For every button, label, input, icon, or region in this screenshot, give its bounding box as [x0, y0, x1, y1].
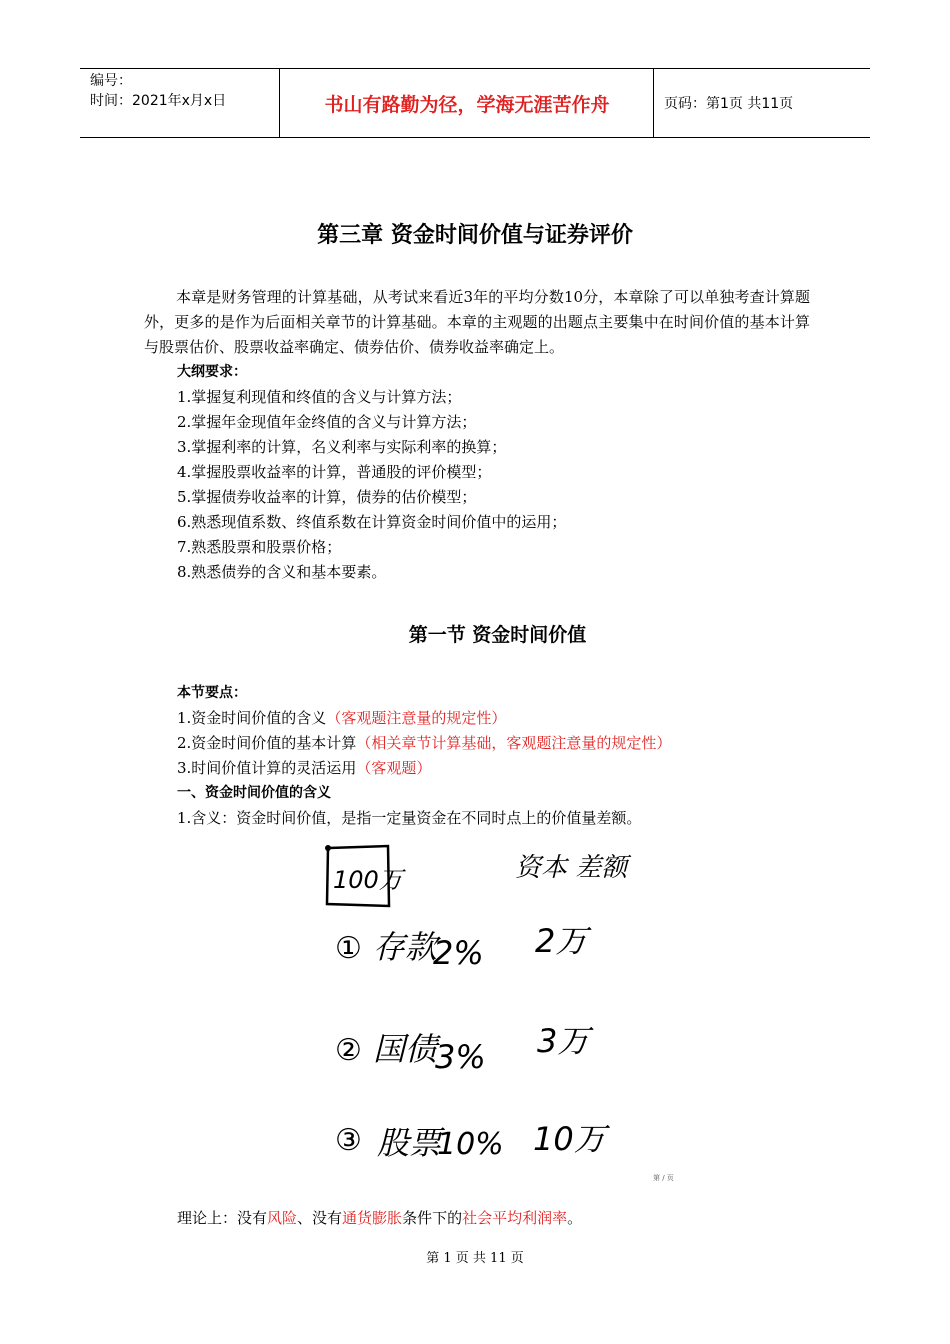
intro-paragraph: 本章是财务管理的计算基础，从考试来看近3年的平均分数10分，本章除了可以单独考查计算题外，更多的是作为后面相关章节的计算基础。本章的主观题的出题点主要集中在时间价值的基本计算与股票估价、股票收益率确定、债券估价、债券收益率确定上。: [144, 288, 810, 356]
theory-line: 理论上：没有风险、没有通货膨胀条件下的社会平均利润率。: [177, 1209, 583, 1227]
key-point-note: （客观题注意量的规定性）: [326, 709, 507, 727]
key-point-item: 2.资金时间价值的基本计算（相关章节计算基础，客观题注意量的规定性）: [177, 734, 672, 752]
header-motto: 书山有路勤为径，学海无涯苦作舟: [281, 69, 654, 137]
sketch-box-label: 100万: [333, 866, 403, 894]
outline-item: 6.熟悉现值系数、终值系数在计算资金时间价值中的运用；: [177, 513, 567, 531]
key-point-note: （客观题）: [356, 759, 432, 777]
sketch-watermark: 第 / 页: [653, 1174, 674, 1182]
sketch-row-num: ②: [335, 1033, 362, 1068]
chapter-title: 第三章 资金时间价值与证券评价: [317, 223, 633, 248]
header-meta: [80, 69, 280, 137]
sketch-row-num: ①: [335, 931, 362, 966]
key-point-note: （相关章节计算基础，客观题注意量的规定性）: [356, 734, 672, 752]
sketch-row-rate: 3%: [435, 1038, 486, 1076]
sketch-row-num: ③: [335, 1123, 362, 1158]
outline-item: 8.熟悉债券的含义和基本要素。: [177, 563, 387, 581]
outline-item: 5.掌握债券收益率的计算，债券的估价模型；: [177, 488, 477, 506]
sketch-row-value: 10万: [533, 1120, 606, 1158]
key-point-item: 3.时间价值计算的灵活运用（客观题）: [177, 759, 432, 777]
sketch-row-name: 股票: [377, 1124, 442, 1162]
outline-item: 1.掌握复利现值和终值的含义与计算方法；: [177, 388, 462, 406]
sketch-row-rate: 10%: [437, 1127, 504, 1162]
sketch-row-value: 3万: [537, 1022, 590, 1060]
sketch-column-header: 资本 差额: [515, 853, 628, 883]
outline-heading: 大纲要求：: [177, 364, 247, 380]
key-points-heading: 本节要点：: [177, 685, 247, 701]
theory-inflation: 通货膨胀: [342, 1209, 403, 1227]
definition-line: 1.含义：资金时间价值，是指一定量资金在不同时点上的价值量差额。: [177, 809, 642, 827]
sketch-row-name: 存款: [373, 928, 438, 966]
key-point-item: 1.资金时间价值的含义（客观题注意量的规定性）: [177, 709, 507, 727]
sketch-row-name: 国债: [373, 1030, 438, 1068]
handwritten-sketch: [315, 832, 695, 1192]
page-header: [80, 68, 870, 138]
header-number-label: 编号：: [90, 73, 132, 89]
outline-item: 2.掌握年金现值年金终值的含义与计算方法；: [177, 413, 477, 431]
subheading: 一、资金时间价值的含义: [177, 785, 331, 801]
key-points: [177, 681, 671, 831]
outline-list: [177, 360, 566, 585]
header-page-info: 页码：第1页 共11页: [664, 96, 794, 112]
section-title: 第一节 资金时间价值: [408, 624, 587, 646]
outline-item: 3.掌握利率的计算，名义利率与实际利率的换算；: [177, 438, 507, 456]
theory-risk: 风险: [267, 1209, 298, 1227]
outline-item: 4.掌握股票收益率的计算，普通股的评价模型；: [177, 463, 492, 481]
page-footer: 第 1 页 共 11 页: [426, 1251, 524, 1266]
theory-social-rate: 社会平均利润率: [462, 1209, 568, 1227]
outline-item: 7.熟悉股票和股票价格；: [177, 538, 342, 556]
header-time-label: 时间：2021年x月x日: [90, 93, 227, 109]
sketch-row-rate: 2%: [433, 934, 484, 972]
sketch-row-value: 2万: [535, 922, 588, 960]
